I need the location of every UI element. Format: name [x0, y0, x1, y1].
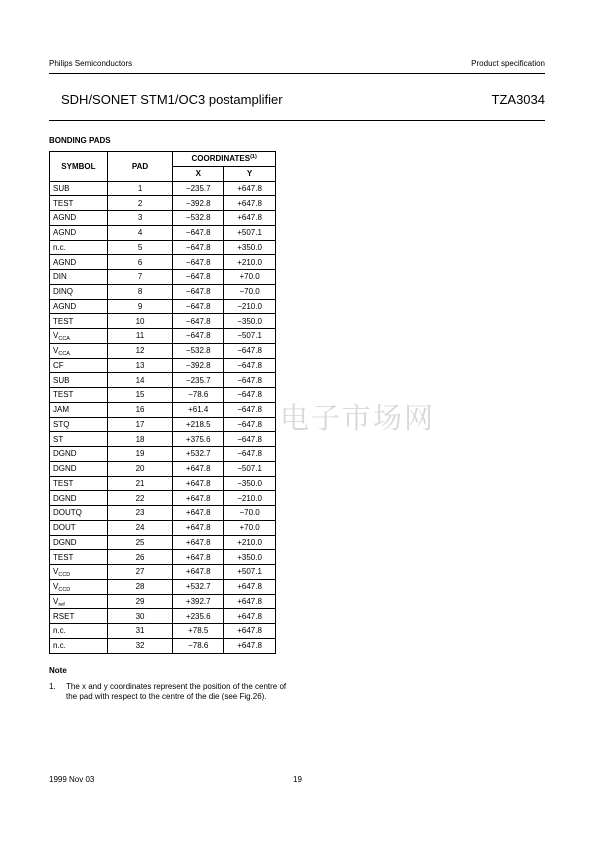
cell-y: +350.0: [224, 550, 276, 565]
cell-y: −210.0: [224, 491, 276, 506]
header-rule: [49, 73, 545, 74]
header-company: Philips Semiconductors: [49, 59, 133, 68]
table-row: [50, 255, 276, 270]
cell-y: −647.8: [224, 402, 276, 417]
title-rule: [49, 120, 545, 121]
cell-symbol: [50, 609, 108, 624]
cell-x: +647.8: [173, 461, 224, 476]
cell-x: −78.6: [173, 638, 224, 653]
cell-pad: 5: [107, 240, 173, 255]
symbol-text: AGND: [53, 228, 77, 238]
cell-pad: 29: [107, 594, 173, 609]
symbol-text: DINQ: [53, 287, 73, 297]
cell-pad: 17: [107, 417, 173, 432]
cell-y: +647.8: [224, 181, 276, 196]
cell-x: −235.7: [173, 373, 224, 388]
cell-symbol: [50, 211, 108, 226]
cell-symbol: [50, 506, 108, 521]
cell-pad: 22: [107, 491, 173, 506]
cell-y: −350.0: [224, 476, 276, 491]
cell-y: −350.0: [224, 314, 276, 329]
cell-x: +647.8: [173, 476, 224, 491]
cell-pad: 7: [107, 270, 173, 285]
table-row: [50, 594, 276, 609]
cell-x: +375.6: [173, 432, 224, 447]
table-row: [50, 196, 276, 211]
cell-symbol: [50, 432, 108, 447]
product-title: SDH/SONET STM1/OC3 postamplifier: [61, 92, 283, 107]
header-pad: PAD: [107, 152, 173, 182]
cell-pad: 8: [107, 284, 173, 299]
cell-symbol: [50, 284, 108, 299]
cell-x: +61.4: [173, 402, 224, 417]
cell-pad: 20: [107, 461, 173, 476]
cell-y: −647.8: [224, 447, 276, 462]
symbol-text: TEST: [53, 390, 74, 400]
part-number: TZA3034: [491, 92, 545, 107]
symbol-text: DGND: [53, 493, 77, 503]
symbol-text: SUB: [53, 375, 70, 385]
symbol-subscript: CCA: [58, 351, 70, 358]
cell-pad: 25: [107, 535, 173, 550]
header-coordinates-footnote: (1): [250, 154, 257, 161]
symbol-text: n.c.: [53, 641, 66, 651]
bonding-pads-table: [49, 151, 276, 654]
cell-symbol: [50, 520, 108, 535]
cell-pad: 18: [107, 432, 173, 447]
cell-symbol: [50, 565, 108, 580]
cell-y: −647.8: [224, 417, 276, 432]
header-x: X: [173, 166, 224, 181]
cell-x: −235.7: [173, 181, 224, 196]
cell-pad: 1: [107, 181, 173, 196]
header-coordinates: [173, 152, 276, 167]
cell-symbol: [50, 476, 108, 491]
cell-pad: 4: [107, 225, 173, 240]
cell-y: +507.1: [224, 225, 276, 240]
cell-pad: 11: [107, 329, 173, 344]
cell-x: −647.8: [173, 255, 224, 270]
cell-x: +647.8: [173, 535, 224, 550]
table-body: [50, 181, 276, 653]
header-doc-type: Product specification: [471, 59, 545, 68]
cell-symbol: [50, 343, 108, 358]
cell-pad: 6: [107, 255, 173, 270]
symbol-text: DGND: [53, 537, 77, 547]
cell-pad: 21: [107, 476, 173, 491]
cell-pad: 23: [107, 506, 173, 521]
table-row: [50, 225, 276, 240]
symbol-text: JAM: [53, 405, 69, 415]
cell-y: +70.0: [224, 520, 276, 535]
table-row: [50, 461, 276, 476]
symbol-text: n.c.: [53, 626, 66, 636]
cell-symbol: [50, 196, 108, 211]
cell-symbol: [50, 624, 108, 639]
cell-x: −647.8: [173, 314, 224, 329]
cell-x: +78.5: [173, 624, 224, 639]
table-row: [50, 565, 276, 580]
cell-y: +647.8: [224, 196, 276, 211]
cell-symbol: [50, 638, 108, 653]
table-row: [50, 211, 276, 226]
table-row: [50, 358, 276, 373]
cell-pad: 28: [107, 579, 173, 594]
symbol-text: DIN: [53, 272, 67, 282]
cell-symbol: [50, 535, 108, 550]
cell-symbol: [50, 270, 108, 285]
symbol-text: ST: [53, 434, 64, 444]
footer-date: 1999 Nov 03: [49, 775, 95, 784]
table-row: [50, 520, 276, 535]
cell-x: +647.8: [173, 520, 224, 535]
symbol-text: DOUTQ: [53, 508, 82, 518]
symbol-text: TEST: [53, 552, 74, 562]
cell-symbol: [50, 402, 108, 417]
header-coordinates-label: COORDINATES: [191, 154, 251, 164]
cell-x: −647.8: [173, 270, 224, 285]
symbol-text: V: [53, 331, 59, 341]
symbol-text: V: [53, 582, 59, 592]
cell-pad: 15: [107, 388, 173, 403]
header-y: Y: [224, 166, 276, 181]
cell-x: −392.8: [173, 358, 224, 373]
cell-x: +532.7: [173, 579, 224, 594]
cell-y: +647.8: [224, 624, 276, 639]
cell-symbol: [50, 314, 108, 329]
watermark: 电子市场网: [280, 401, 436, 435]
symbol-text: DGND: [53, 449, 77, 459]
table-row: [50, 314, 276, 329]
cell-pad: 12: [107, 343, 173, 358]
symbol-subscript: CCA: [58, 336, 70, 343]
table-row: [50, 329, 276, 344]
symbol-text: STQ: [53, 419, 70, 429]
cell-x: −78.6: [173, 388, 224, 403]
note-number: 1.: [49, 682, 56, 691]
symbol-text: SUB: [53, 183, 70, 193]
cell-y: +647.8: [224, 211, 276, 226]
cell-y: +647.8: [224, 638, 276, 653]
table-row: [50, 624, 276, 639]
cell-y: +350.0: [224, 240, 276, 255]
cell-y: +647.8: [224, 609, 276, 624]
cell-symbol: [50, 255, 108, 270]
cell-pad: 19: [107, 447, 173, 462]
symbol-text: CF: [53, 360, 64, 370]
cell-x: −392.8: [173, 196, 224, 211]
cell-x: +647.8: [173, 565, 224, 580]
cell-symbol: [50, 240, 108, 255]
table-row: [50, 609, 276, 624]
symbol-subscript: CCD: [58, 572, 71, 579]
cell-x: +218.5: [173, 417, 224, 432]
cell-pad: 10: [107, 314, 173, 329]
cell-y: −70.0: [224, 284, 276, 299]
cell-x: +392.7: [173, 594, 224, 609]
symbol-text: TEST: [53, 478, 74, 488]
cell-y: +647.8: [224, 579, 276, 594]
cell-symbol: [50, 181, 108, 196]
cell-y: +210.0: [224, 535, 276, 550]
table-row: [50, 506, 276, 521]
symbol-text: n.c.: [53, 242, 66, 252]
cell-pad: 31: [107, 624, 173, 639]
cell-pad: 3: [107, 211, 173, 226]
cell-x: −647.8: [173, 329, 224, 344]
table-row: [50, 388, 276, 403]
table-row: [50, 476, 276, 491]
symbol-text: AGND: [53, 213, 77, 223]
cell-x: −647.8: [173, 225, 224, 240]
table-row: [50, 417, 276, 432]
table-row: [50, 402, 276, 417]
table-row: [50, 550, 276, 565]
table-row: [50, 432, 276, 447]
footer-page-number: 19: [293, 775, 302, 784]
cell-y: −507.1: [224, 329, 276, 344]
cell-pad: 26: [107, 550, 173, 565]
symbol-text: TEST: [53, 316, 74, 326]
symbol-text: AGND: [53, 301, 77, 311]
cell-symbol: [50, 461, 108, 476]
cell-symbol: [50, 447, 108, 462]
symbol-subscript: ref: [58, 601, 65, 608]
table-row: [50, 638, 276, 653]
symbol-text: DOUT: [53, 523, 76, 533]
table-row: [50, 535, 276, 550]
symbol-text: V: [53, 346, 59, 356]
cell-y: +507.1: [224, 565, 276, 580]
table-row: [50, 181, 276, 196]
cell-symbol: [50, 579, 108, 594]
cell-y: −70.0: [224, 506, 276, 521]
cell-y: +210.0: [224, 255, 276, 270]
symbol-text: RSET: [53, 611, 75, 621]
table-row: [50, 270, 276, 285]
cell-x: −647.8: [173, 299, 224, 314]
table-row: [50, 284, 276, 299]
symbol-text: TEST: [53, 198, 74, 208]
table-row: [50, 579, 276, 594]
cell-symbol: [50, 417, 108, 432]
note-title: Note: [49, 666, 67, 675]
table-row: [50, 447, 276, 462]
cell-x: −532.8: [173, 211, 224, 226]
cell-pad: 16: [107, 402, 173, 417]
cell-symbol: [50, 373, 108, 388]
cell-symbol: [50, 388, 108, 403]
cell-symbol: [50, 550, 108, 565]
symbol-text: V: [53, 567, 59, 577]
cell-y: −647.8: [224, 432, 276, 447]
cell-symbol: [50, 299, 108, 314]
cell-y: −647.8: [224, 373, 276, 388]
cell-x: +647.8: [173, 506, 224, 521]
cell-x: −647.8: [173, 284, 224, 299]
table-row: [50, 373, 276, 388]
symbol-text: AGND: [53, 257, 77, 267]
cell-pad: 2: [107, 196, 173, 211]
cell-pad: 32: [107, 638, 173, 653]
cell-pad: 30: [107, 609, 173, 624]
cell-x: +235.6: [173, 609, 224, 624]
cell-symbol: [50, 358, 108, 373]
cell-y: −647.8: [224, 388, 276, 403]
cell-symbol: [50, 225, 108, 240]
cell-y: −647.8: [224, 343, 276, 358]
symbol-subscript: CCD: [58, 587, 71, 594]
header-symbol: SYMBOL: [50, 152, 108, 182]
cell-y: −507.1: [224, 461, 276, 476]
cell-x: −532.8: [173, 343, 224, 358]
note-text: The x and y coordinates represent the position of the centre of the pad with respect to the centre of the die (see Fig.26).: [66, 682, 287, 701]
cell-x: +647.8: [173, 550, 224, 565]
symbol-text: DGND: [53, 464, 77, 474]
note-item: [49, 682, 289, 702]
table-row: [50, 343, 276, 358]
cell-y: +647.8: [224, 594, 276, 609]
cell-y: −210.0: [224, 299, 276, 314]
table-row: [50, 491, 276, 506]
cell-x: +647.8: [173, 491, 224, 506]
cell-pad: 13: [107, 358, 173, 373]
cell-symbol: [50, 329, 108, 344]
cell-y: +70.0: [224, 270, 276, 285]
cell-pad: 24: [107, 520, 173, 535]
symbol-text: V: [53, 596, 59, 606]
cell-pad: 9: [107, 299, 173, 314]
table-row: [50, 299, 276, 314]
cell-pad: 27: [107, 565, 173, 580]
section-title: BONDING PADS: [49, 136, 111, 145]
cell-pad: 14: [107, 373, 173, 388]
cell-x: +532.7: [173, 447, 224, 462]
cell-x: −647.8: [173, 240, 224, 255]
cell-y: −647.8: [224, 358, 276, 373]
cell-symbol: [50, 594, 108, 609]
table-row: [50, 240, 276, 255]
cell-symbol: [50, 491, 108, 506]
